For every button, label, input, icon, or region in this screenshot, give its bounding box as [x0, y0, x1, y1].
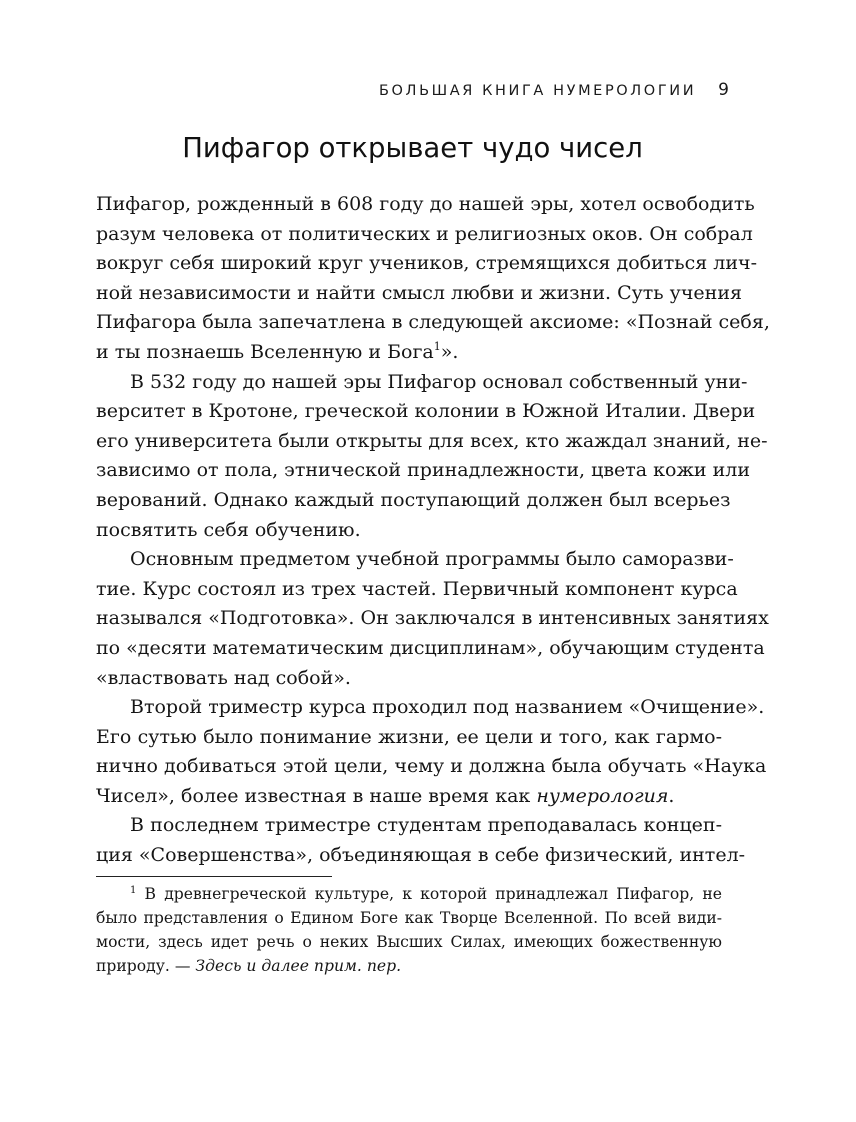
line-text: ».	[440, 340, 459, 363]
paragraph-4	[96, 693, 767, 811]
running-header	[96, 80, 729, 100]
line-text: В древнегреческой культуре, к которой принадлежал Пифагор, не	[136, 885, 722, 903]
emphasis-term: нумерология	[536, 784, 669, 807]
paragraph-1	[96, 190, 770, 368]
line-text: природу. —	[96, 957, 196, 975]
text-line: нично добиваться этой цели, чему и должна была обучать «Наука	[96, 755, 767, 778]
text-line: тие. Курс состоял из трех частей. Первичный компонент курса	[96, 577, 738, 600]
text-line: вокруг себя широкий круг учеников, стремящихся добиться лич-	[96, 252, 757, 275]
footnote-line	[96, 882, 722, 906]
line-text: Чисел», более известная в наше время как	[96, 784, 537, 807]
text-line: посвятить себя обучению.	[96, 518, 361, 541]
line-text: и ты познаешь Вселенную и Бога	[96, 340, 434, 363]
text-line: разум человека от политических и религиозных оков. Он собрал	[96, 222, 753, 245]
footnote-divider	[96, 876, 332, 877]
book-title: БОЛЬШАЯ КНИГА НУМЕРОЛОГИИ	[379, 83, 697, 99]
page-number: 9	[718, 80, 729, 100]
text-line: ция «Совершенства», объединяющая в себе физический, интел-	[96, 844, 746, 867]
chapter-title: Пифагор открывает чудо чисел	[182, 132, 643, 164]
text-line: В 532 году до нашей эры Пифагор основал собственный уни-	[130, 370, 748, 393]
line-text: .	[668, 784, 675, 807]
text-line	[96, 338, 722, 368]
text-line: по «десяти математическим дисциплинам», обучающим студента	[96, 636, 765, 659]
footnote-line: было представления о Едином Боге как Творце Вселенной. По всей види-	[96, 909, 722, 927]
paragraph-3	[96, 545, 769, 693]
text-line: Второй триместр курса проходил под названием «Очищение».	[130, 696, 765, 719]
footnote	[96, 882, 722, 978]
paragraph-2	[96, 368, 768, 546]
text-line: ной независимости и найти смысл любви и жизни. Суть учения	[96, 281, 742, 304]
text-line: назывался «Подготовка». Он заключался в интенсивных занятиях	[96, 607, 769, 630]
text-line: его университета были открыты для всех, кто жаждал знаний, не-	[96, 429, 768, 452]
text-line: Основным предметом учебной программы было саморазви-	[130, 548, 734, 571]
text-line: «властвовать над собой».	[96, 666, 351, 689]
text-line: верований. Однако каждый поступающий должен был всерьез	[96, 488, 731, 511]
text-line: Его сутью было понимание жизни, ее цели и того, как гармо-	[96, 725, 722, 748]
paragraph-5	[96, 811, 746, 870]
footnote-reference: 1	[433, 339, 441, 353]
text-line: Пифагор, рожденный в 608 году до нашей эры, хотел освободить	[96, 193, 755, 215]
text-line	[96, 782, 722, 812]
footnote-line: мости, здесь идет речь о неких Высших Силах, имеющих божественную	[96, 933, 722, 951]
translator-note: Здесь и далее прим. пер.	[195, 957, 402, 975]
text-line: зависимо от пола, этнической принадлежности, цвета кожи или	[96, 459, 751, 482]
footnote-line	[96, 954, 722, 978]
text-line: В последнем триместре студентам преподавалась концеп-	[130, 814, 722, 837]
footnote-number: 1	[130, 885, 137, 896]
text-line: Пифагора была запечатлена в следующей аксиоме: «Познай себя,	[96, 311, 770, 334]
body-text	[96, 190, 770, 871]
text-line: верситет в Кротоне, греческой колонии в Южной Италии. Двери	[96, 400, 756, 423]
